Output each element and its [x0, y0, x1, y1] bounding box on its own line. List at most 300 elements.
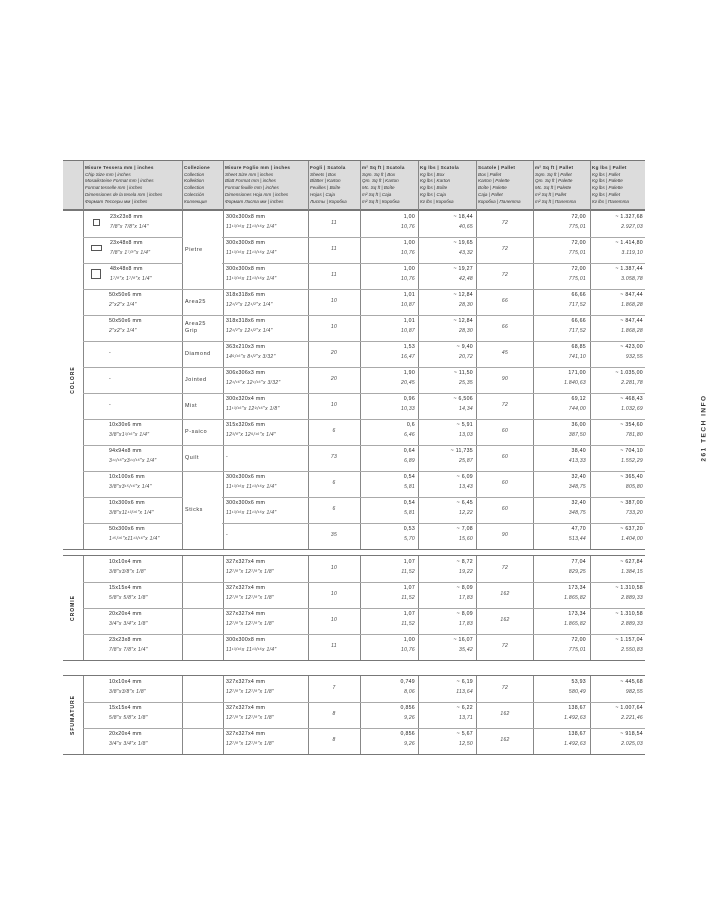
m2-per-box: 1,00 — [403, 240, 415, 246]
chip-size: 10x10x4 mm — [109, 679, 142, 685]
lbs-per-pallet: 2.889,33 — [621, 621, 643, 627]
header-col3 — [225, 165, 306, 205]
header-line: Blatt Format mm | inches — [225, 178, 276, 184]
sqft-per-box: 10,76 — [400, 224, 415, 230]
lbs-per-pallet: 2.889,33 — [621, 595, 643, 601]
lbs-per-box: 28,30 — [458, 302, 473, 308]
lbs-per-pallet: 982,55 — [625, 689, 643, 695]
sheets-per-box: 10 — [330, 298, 338, 304]
sheet-size: 300x300x8 mm — [226, 214, 266, 220]
kg-per-pallet: ~ 1.157,04 — [615, 637, 643, 643]
sqft-per-pallet: 775,01 — [568, 250, 586, 256]
m2-per-pallet: 68,85 — [571, 344, 586, 350]
kg-per-pallet: ~ 918,54 — [620, 731, 643, 737]
sheets-per-box: 11 — [331, 246, 337, 252]
m2-per-pallet: 36,00 — [571, 422, 586, 428]
kg-per-box: ~ 8,72 — [456, 559, 473, 565]
section-label-text: COLORE — [70, 366, 76, 394]
header-line: Sheet Size mm | inches — [225, 171, 274, 177]
m2-per-box: 1,00 — [403, 637, 415, 643]
header-line: Feuilles | Boîte — [310, 185, 341, 191]
lbs-per-pallet: 1.032,69 — [621, 406, 643, 412]
collection-name: P-saico — [185, 428, 208, 435]
sqft-per-box: 6,46 — [404, 432, 415, 438]
m2-per-box: 0,856 — [400, 731, 415, 737]
sqft-per-box: 10,87 — [400, 302, 415, 308]
lbs-per-box: 28,30 — [458, 328, 473, 334]
kg-per-box: ~ 12,84 — [453, 292, 473, 298]
sheets-per-box: 11 — [331, 220, 337, 226]
sheet-size: - — [226, 532, 229, 538]
page-number: 261 — [700, 446, 708, 462]
m2-per-pallet: 32,40 — [571, 474, 586, 480]
chip-size: 20x20x4 mm — [109, 611, 142, 617]
header-title: Fogli | Scatola — [310, 165, 346, 170]
boxes-per-pallet: 45 — [501, 350, 509, 356]
lbs-per-box: 12,22 — [458, 510, 473, 516]
lbs-per-box: 13,03 — [458, 432, 473, 438]
section-label-text: SFUMATURE — [70, 694, 76, 736]
table-row — [83, 608, 645, 634]
chip-size: 10x10x4 mm — [109, 559, 142, 565]
m2-per-pallet: 72,00 — [571, 266, 586, 272]
chip-size-inches: 1¹⁵/¹⁶"x11¹³/¹⁶"x 1/4" — [109, 536, 160, 542]
header-line: Dimensiones de la tesela mm | inches — [85, 191, 163, 197]
kg-per-pallet: ~ 387,00 — [620, 500, 643, 506]
small-square-icon — [93, 219, 100, 226]
sheet-size: 327x327x4 mm — [226, 585, 266, 591]
lbs-per-box: 25,87 — [458, 458, 473, 464]
boxes-per-pallet: 72 — [501, 272, 509, 278]
kg-per-box: ~ 19,27 — [453, 266, 473, 272]
sheet-size-inches: 14⁹/¹⁶"x 8¹/²"x 3/32" — [226, 354, 276, 360]
sheets-per-box: 20 — [330, 376, 338, 382]
sheet-size: - — [226, 454, 229, 460]
section-title: TECH INFO — [700, 394, 708, 443]
chip-size-inches: 3/8"x11¹³/¹⁶"x 1/4" — [109, 510, 154, 516]
sqft-per-pallet: 775,01 — [568, 224, 586, 230]
header-line: Kg lbs | Karton — [420, 178, 451, 184]
header-line: Листы | Коробка — [310, 198, 347, 204]
table-row — [83, 676, 645, 702]
sheet-size: 306x306x3 mm — [226, 370, 266, 376]
header-line: m² Sq ft | Caja — [362, 191, 392, 197]
sqft-per-box: 10,33 — [400, 406, 415, 412]
chip-size: 50x50x6 mm — [109, 292, 142, 298]
chip-size: 15x15x4 mm — [109, 585, 142, 591]
lbs-per-pallet: 2.025,03 — [621, 741, 643, 747]
table-row — [83, 211, 645, 237]
sheets-per-box: 11 — [331, 643, 337, 649]
m2-per-box: 0,749 — [400, 679, 415, 685]
header-line: Коробка | Палетта — [478, 198, 521, 204]
header-line: Коллекция — [184, 198, 207, 204]
sheets-per-box: 6 — [332, 480, 336, 486]
sheet-size-inches: 12¹/²"x 12¹/²"x 1/4" — [226, 302, 273, 308]
chip-size-inches: 1⁷/⁸"x 1⁷/⁸"x 1/4" — [110, 276, 152, 282]
m2-per-box: 0,54 — [403, 500, 415, 506]
sqft-per-pallet: 1.865,82 — [564, 621, 586, 627]
collection-name: Area25 Grip — [185, 321, 206, 334]
table-row — [83, 728, 645, 754]
header-line: Sqm. Sq ft | Box — [362, 171, 396, 177]
boxes-per-pallet: 90 — [501, 532, 509, 538]
sqft-per-pallet: 580,49 — [568, 689, 586, 695]
sheets-per-box: 10 — [330, 324, 338, 330]
boxes-per-pallet: 66 — [501, 324, 509, 330]
chip-size-inches: 3¹¹/¹⁶"x3¹¹/¹⁶"x 1/4" — [109, 458, 157, 464]
header-line: Format tesselle mm | inches — [85, 185, 143, 191]
boxes-per-pallet: 162 — [500, 711, 510, 717]
lbs-per-box: 20,72 — [458, 354, 473, 360]
kg-per-pallet: ~ 704,10 — [620, 448, 643, 454]
lbs-per-pallet: 805,80 — [625, 484, 643, 490]
header-title: m² Sq ft | Pallet — [535, 165, 574, 170]
m2-per-pallet: 69,12 — [571, 396, 586, 402]
chip-size-inches: 5/8"x 5/8"x 1/8" — [109, 715, 148, 721]
header-col1 — [85, 165, 180, 205]
boxes-per-pallet: 162 — [500, 617, 510, 623]
m2-per-pallet: 138,67 — [568, 705, 586, 711]
sqft-per-box: 10,76 — [400, 647, 415, 653]
sheets-per-box: 8 — [332, 711, 336, 717]
header-divider — [223, 161, 224, 210]
lbs-per-box: 19,22 — [458, 569, 473, 575]
sqft-per-pallet: 413,33 — [568, 458, 586, 464]
boxes-per-pallet: 90 — [501, 376, 509, 382]
chip-size: 23x23x8 mm — [109, 637, 142, 643]
sheet-size-inches: 12⁷/⁸"x 12⁷/⁸"x 1/8" — [226, 741, 275, 747]
kg-per-pallet: ~ 637,20 — [620, 526, 643, 532]
sheet-size: 318x318x6 mm — [226, 292, 266, 298]
sheet-size: 300x300x6 mm — [226, 500, 266, 506]
kg-per-box: ~ 5,67 — [456, 731, 473, 737]
sqft-per-pallet: 348,75 — [568, 510, 586, 516]
sheet-size-inches: 12⁷/⁸"x 12⁷/⁸"x 1/8" — [226, 621, 275, 627]
header-line: Кг lbs | Палетта — [592, 198, 629, 204]
sqft-per-box: 9,26 — [404, 741, 415, 747]
chip-size: 23x48x8 mm — [110, 240, 143, 246]
chip-size: - — [109, 376, 112, 382]
table-row — [83, 445, 645, 471]
sqft-per-pallet: 1.492,63 — [564, 741, 586, 747]
chip-size-inches: 2"x2"x 1/4" — [109, 328, 137, 334]
kg-per-box: ~ 6,22 — [456, 705, 473, 711]
boxes-per-pallet: 162 — [500, 737, 510, 743]
chip-size: 50x300x6 mm — [109, 526, 145, 532]
section-label-text: CROMIE — [70, 595, 76, 621]
sheets-per-box: 8 — [332, 737, 336, 743]
boxes-per-pallet: 72 — [501, 246, 509, 252]
boxes-per-pallet: 60 — [501, 428, 509, 434]
m2-per-box: 1,00 — [403, 214, 415, 220]
section-label — [63, 556, 83, 660]
sqft-per-box: 10,76 — [400, 250, 415, 256]
header-line: Dimensiones Hoja mm | inches — [225, 191, 289, 197]
header-divider — [308, 161, 309, 210]
m2-per-pallet: 77,04 — [571, 559, 586, 565]
sqft-per-pallet: 513,44 — [568, 536, 586, 542]
sqft-per-box: 20,45 — [400, 380, 415, 386]
chip-size-inches: 3/8"x3¹⁵/¹⁶"x 1/4" — [109, 484, 152, 490]
table-row — [83, 634, 645, 660]
sheet-size-inches: 12⁷/⁸"x 12⁷/⁸"x 1/8" — [226, 715, 275, 721]
header-title: Kg lbs | Pallet — [592, 165, 627, 170]
m2-per-pallet: 72,00 — [571, 637, 586, 643]
sheet-size-inches: 12⁷/⁸"x 12⁷/⁸"x 1/8" — [226, 569, 275, 575]
sheet-size: 327x327x4 mm — [226, 731, 266, 737]
collection-name: Sticks — [185, 506, 203, 513]
lbs-per-box: 43,32 — [458, 250, 473, 256]
sqft-per-pallet: 1.492,63 — [564, 715, 586, 721]
header-line: Kg lbs | Caja — [420, 191, 446, 197]
m2-per-pallet: 171,00 — [568, 370, 586, 376]
sqft-per-pallet: 1.840,63 — [564, 380, 586, 386]
header-divider — [590, 161, 591, 210]
m2-per-box: 0,54 — [403, 474, 415, 480]
header-line: Chip Size mm | inches — [85, 171, 131, 177]
m2-per-box: 1,01 — [403, 292, 415, 298]
header-col9 — [592, 165, 643, 205]
table-row — [83, 341, 645, 367]
sqft-per-box: 5,81 — [404, 484, 415, 490]
chip-size-inches: 2"x2"x 1/4" — [109, 302, 137, 308]
rect-icon — [91, 245, 102, 251]
section-cromie — [63, 555, 645, 661]
sqft-per-pallet: 775,01 — [568, 276, 586, 282]
m2-per-box: 1,07 — [403, 585, 415, 591]
chip-size-inches: 7/8"x 7/8"x 1/4" — [110, 224, 149, 230]
header-line: Kollektion — [184, 178, 204, 184]
lbs-per-pallet: 2.550,83 — [621, 647, 643, 653]
sheet-size: 327x327x4 mm — [226, 559, 266, 565]
m2-per-pallet: 173,34 — [568, 585, 586, 591]
lbs-per-pallet: 2.281,78 — [621, 380, 643, 386]
table-row — [83, 237, 645, 263]
table-row — [83, 471, 645, 497]
header-divider — [360, 161, 361, 210]
header-line: Формат Тессеры мм | inches — [85, 198, 148, 204]
lbs-per-box: 13,43 — [458, 484, 473, 490]
kg-per-box: ~ 11,50 — [453, 370, 473, 376]
header-divider — [533, 161, 534, 210]
collection-name: Area25 — [185, 298, 206, 305]
chip-size-inches: 3/8"x3/8"x 1/8" — [109, 689, 147, 695]
kg-per-box: ~ 6,45 — [456, 500, 473, 506]
sheets-per-box: 6 — [332, 506, 336, 512]
sheets-per-box: 73 — [330, 454, 338, 460]
m2-per-box: 1,07 — [403, 611, 415, 617]
header-col4 — [310, 165, 358, 205]
collection-name: Jointed — [185, 376, 207, 383]
technical-table — [63, 160, 645, 747]
header-col5 — [362, 165, 416, 205]
kg-per-box: ~ 16,07 — [453, 637, 473, 643]
lbs-per-pallet: 1.868,28 — [621, 302, 643, 308]
kg-per-box: ~ 12,84 — [453, 318, 473, 324]
large-square-icon — [91, 269, 101, 279]
chip-size-inches: 3/8"x3/8"x 1/8" — [109, 569, 147, 575]
sheets-per-box: 35 — [330, 532, 338, 538]
sqft-per-box: 8,06 — [404, 689, 415, 695]
sheet-size: 300x300x6 mm — [226, 474, 266, 480]
table-row — [83, 315, 645, 341]
table-row — [83, 702, 645, 728]
lbs-per-box: 15,60 — [458, 536, 473, 542]
header-line: Format feuille mm | inches — [225, 185, 279, 191]
kg-per-box: ~ 5,91 — [456, 422, 473, 428]
collection-name: Mist — [185, 402, 198, 409]
m2-per-box: 0,53 — [403, 526, 415, 532]
sqft-per-box: 11,52 — [401, 621, 415, 627]
kg-per-box: ~ 19,65 — [453, 240, 473, 246]
section-sfumature — [63, 675, 645, 755]
chip-size-inches: 3/8"x1³/¹⁶"x 1/4" — [109, 432, 150, 438]
sheet-size-inches: 11¹³/¹⁶x 11¹³/¹⁶x 1/4" — [226, 647, 277, 653]
sheet-size: 300x320x4 mm — [226, 396, 266, 402]
header-line: Boîte | Palette — [478, 185, 507, 191]
sqft-per-box: 5,70 — [404, 536, 415, 542]
lbs-per-pallet: 1.868,28 — [621, 328, 643, 334]
kg-per-box: ~ 8,09 — [456, 585, 473, 591]
sheets-per-box: 10 — [330, 617, 338, 623]
sheet-size-inches: 11¹³/¹⁶x 11¹³/¹⁶x 1/4" — [226, 276, 277, 282]
sheets-per-box: 11 — [331, 272, 337, 278]
header-line: Kg lbs | Pallet — [592, 171, 621, 177]
sqft-per-pallet: 348,75 — [568, 484, 586, 490]
header-line: Collection — [184, 171, 205, 177]
lbs-per-box: 25,35 — [458, 380, 473, 386]
sheet-size: 327x327x4 mm — [226, 679, 266, 685]
header-title: Kg lbs | Scatola — [420, 165, 460, 170]
sqft-per-pallet: 744,00 — [568, 406, 586, 412]
kg-per-pallet: ~ 1.414,80 — [615, 240, 643, 246]
kg-per-pallet: ~ 365,40 — [620, 474, 643, 480]
header-line: Формат Листа мм | inches — [225, 198, 284, 204]
header-line: Collection — [184, 185, 205, 191]
m2-per-pallet: 173,34 — [568, 611, 586, 617]
header-line: Mc. Sq ft | Boîte — [362, 185, 395, 191]
header-line: Mosaiksteine Format mm | inches — [85, 178, 154, 184]
sqft-per-pallet: 775,01 — [568, 647, 586, 653]
kg-per-pallet: ~ 468,43 — [620, 396, 643, 402]
chip-size: 48x48x8 mm — [110, 266, 143, 272]
sheet-size-inches: 11¹³/¹⁶"x 12⁹/¹⁶"x 1/8" — [226, 406, 280, 412]
sqft-per-box: 5,81 — [404, 510, 415, 516]
kg-per-pallet: ~ 354,60 — [620, 422, 643, 428]
kg-per-pallet: ~ 847,44 — [620, 318, 643, 324]
m2-per-pallet: 138,67 — [568, 731, 586, 737]
chip-size-inches: 5/8"x 5/8"x 1/8" — [109, 595, 148, 601]
chip-size: 10x30x6 mm — [109, 422, 142, 428]
header-line: Caja | Pallet — [478, 191, 503, 197]
boxes-per-pallet: 162 — [500, 591, 510, 597]
sqft-per-pallet: 717,52 — [568, 302, 586, 308]
header-line: m² Sq ft | Pallet — [535, 191, 567, 197]
collection-name: Quilt — [185, 454, 200, 461]
m2-per-pallet: 53,93 — [571, 679, 586, 685]
kg-per-pallet: ~ 847,44 — [620, 292, 643, 298]
sheet-size-inches: 11¹³/¹⁶x 11¹³/¹⁶x 1/4" — [226, 484, 277, 490]
header-title: m² Sq ft | Scatola — [362, 165, 405, 170]
sheet-size: 327x327x4 mm — [226, 705, 266, 711]
lbs-per-box: 40,65 — [458, 224, 473, 230]
header-divider — [476, 161, 477, 210]
chip-size: - — [109, 402, 112, 408]
sheet-size-inches: 11¹³/¹⁶x 11¹³/¹⁶x 1/4" — [226, 224, 277, 230]
boxes-per-pallet: 72 — [501, 402, 509, 408]
table-row — [83, 419, 645, 445]
header-line: m² Sq ft | Палетта — [535, 198, 576, 204]
sheets-per-box: 10 — [330, 591, 338, 597]
header-line: Qm. Sq ft | Karton — [362, 178, 399, 184]
header-divider — [418, 161, 419, 210]
kg-per-pallet: ~ 423,00 — [620, 344, 643, 350]
chip-size: 10x300x6 mm — [109, 500, 145, 506]
section-label — [63, 211, 83, 549]
chip-size: 94x94x8 mm — [109, 448, 142, 454]
header-line: Blätter | Karton — [310, 178, 341, 184]
lbs-per-pallet: 1.552,29 — [621, 458, 643, 464]
kg-per-box: ~ 7,08 — [456, 526, 473, 532]
header-line: Qm. Sq ft | Palette — [535, 178, 573, 184]
sheet-size: 300x300x8 mm — [226, 240, 266, 246]
table-row — [83, 393, 645, 419]
m2-per-box: 0,64 — [403, 448, 415, 454]
header-divider — [182, 161, 183, 210]
lbs-per-box: 17,83 — [458, 621, 473, 627]
sheets-per-box: 6 — [332, 428, 336, 434]
kg-per-pallet: ~ 1.035,00 — [615, 370, 643, 376]
sheet-size-inches: 11¹³/¹⁶x 11¹³/¹⁶x 1/4" — [226, 250, 277, 256]
chip-size-inches: 3/4"x 3/4"x 1/8" — [109, 741, 148, 747]
section-colore — [63, 210, 645, 550]
boxes-per-pallet: 60 — [501, 454, 509, 460]
sqft-per-box: 9,26 — [404, 715, 415, 721]
kg-per-pallet: ~ 1.007,64 — [615, 705, 643, 711]
m2-per-pallet: 38,40 — [571, 448, 586, 454]
sqft-per-pallet: 829,25 — [568, 569, 586, 575]
m2-per-box: 1,53 — [403, 344, 415, 350]
header-line: Кг lbs | Коробка — [420, 198, 454, 204]
kg-per-pallet: ~ 1.327,68 — [615, 214, 643, 220]
header-line: Hojas | Caja — [310, 191, 335, 197]
chip-size: 23x23x8 mm — [110, 214, 143, 220]
m2-per-box: 1,00 — [403, 266, 415, 272]
boxes-per-pallet: 60 — [501, 506, 509, 512]
sheet-size: 318x318x6 mm — [226, 318, 266, 324]
sheets-per-box: 10 — [330, 402, 338, 408]
boxes-per-pallet: 60 — [501, 480, 509, 486]
header-divider — [83, 161, 84, 210]
lbs-per-pallet: 3.058,78 — [621, 276, 643, 282]
header-title: Misure Foglio mm | inches — [225, 165, 291, 170]
sqft-per-box: 10,87 — [400, 328, 415, 334]
lbs-per-box: 13,71 — [458, 715, 473, 721]
lbs-per-box: 35,42 — [458, 647, 473, 653]
header-line: Sheets | Box — [310, 171, 336, 177]
kg-per-box: ~ 6,09 — [456, 474, 473, 480]
sheet-size: 363x210x3 mm — [226, 344, 266, 350]
sheet-size: 327x327x4 mm — [226, 611, 266, 617]
boxes-per-pallet: 72 — [501, 685, 509, 691]
header-line: m² Sq ft | Коробка — [362, 198, 400, 204]
chip-size: 20x20x4 mm — [109, 731, 142, 737]
sheet-size-inches: 12¹/¹⁶"x 12¹/¹⁶"x 3/32" — [226, 380, 281, 386]
sheets-per-box: 7 — [332, 685, 336, 691]
sheet-size-inches: 11¹³/¹⁶x 11¹³/¹⁶x 1/4" — [226, 510, 277, 516]
kg-per-box: ~ 6,506 — [453, 396, 473, 402]
